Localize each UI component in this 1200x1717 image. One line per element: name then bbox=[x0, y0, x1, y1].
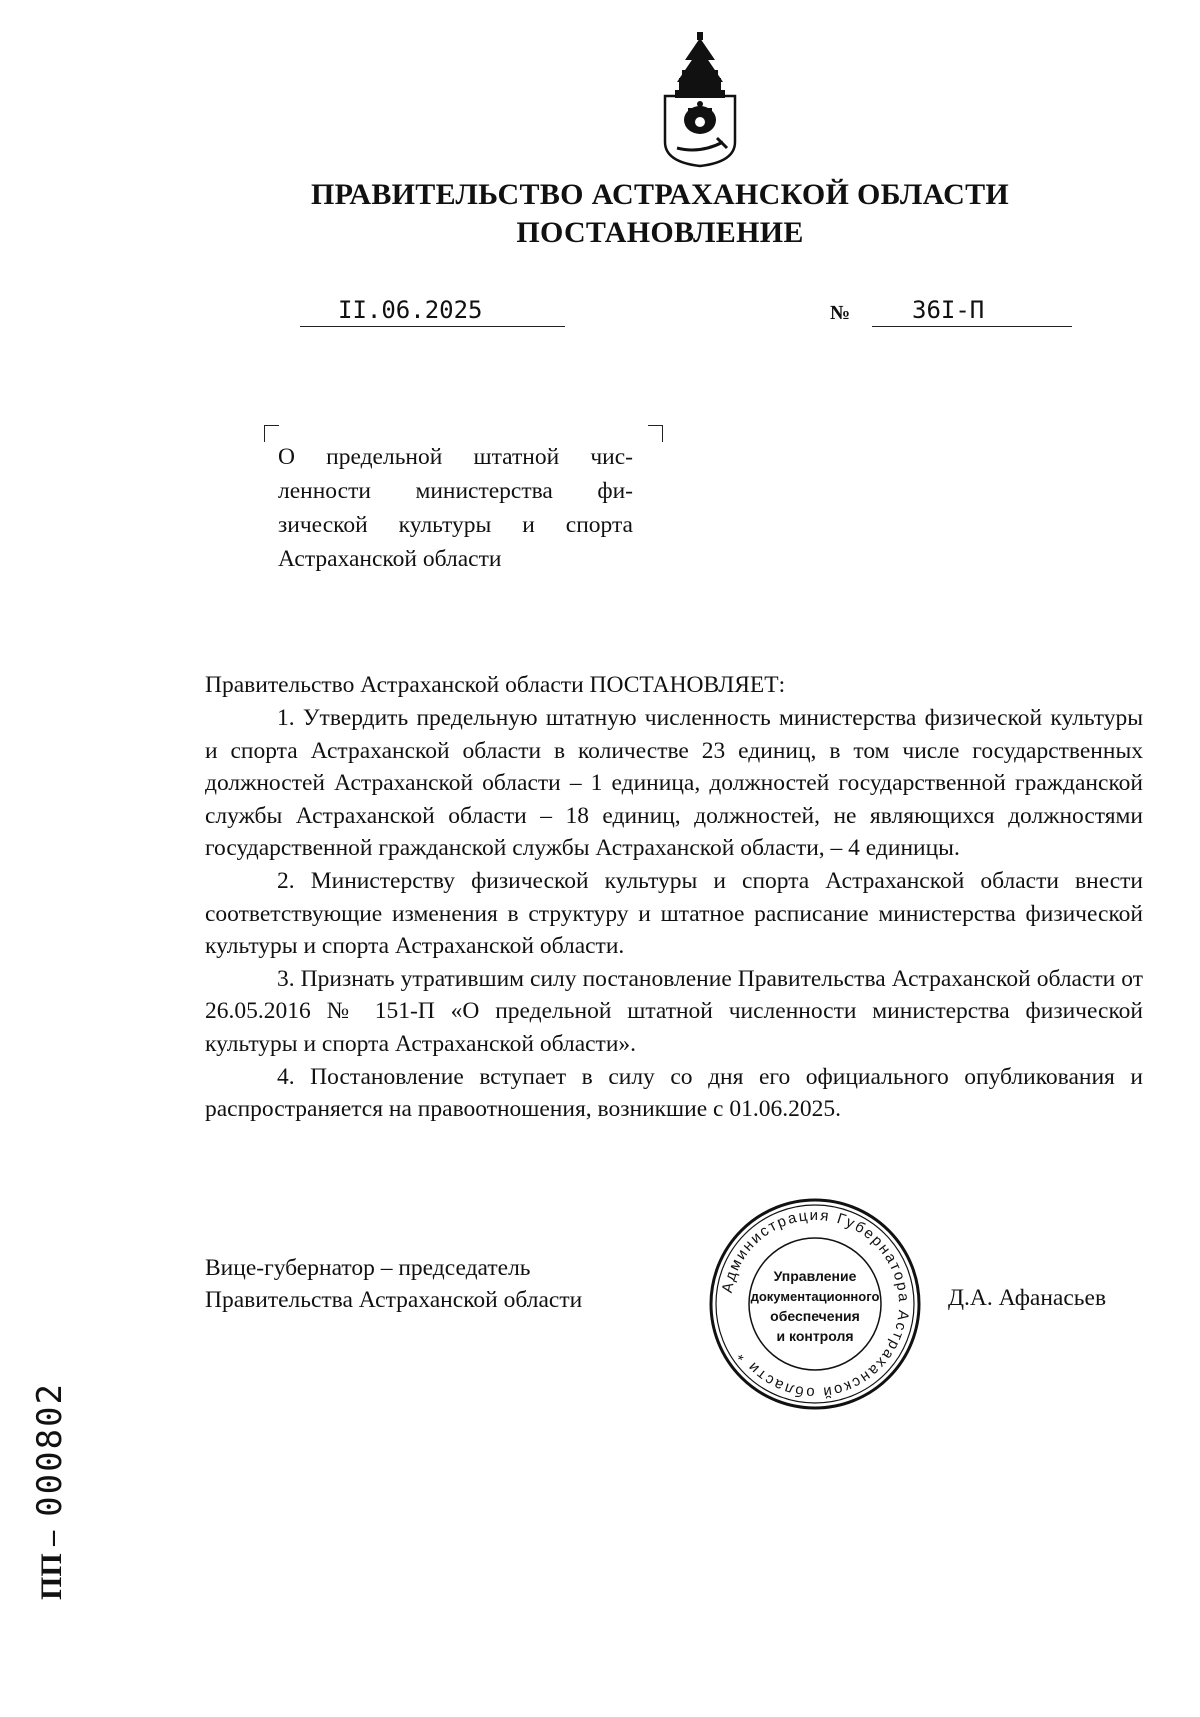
registration-code bbox=[30, 1382, 70, 1600]
paragraph-2: 2. Министерству физической культуры и спорта Астраханской области внести соответствующие изменения в структуру и штатное расписание министерства физической культуры и спорта Астраханской области. bbox=[205, 867, 1143, 960]
document-body bbox=[205, 702, 1143, 1126]
paragraph-1: 1. Утвердить предельную штатную численность министерства физической культуры и спорта Астраханской области в количестве 23 единиц, в том числе государственных должностей Астраханской области – 1 единица, должностей государственной гражданской службы Астраханской области – 18 единиц, должностей, не являющихся должностями государственной гражданской службы Астраханской области, – 4 единицы. bbox=[205, 705, 1143, 862]
document-type: ПОСТАНОВЛЕНИЕ bbox=[516, 216, 804, 249]
signer-position-line: Правительства Астраханской области bbox=[205, 1287, 583, 1313]
subject-line: Астраханской области bbox=[278, 546, 502, 572]
stamp-inner-line: обеспечения bbox=[770, 1308, 860, 1324]
subject-line: ленности министерства фи- bbox=[278, 478, 633, 504]
registration-prefix: ПП – bbox=[35, 1530, 68, 1600]
svg-text:Администрация Губернатора Астр bbox=[719, 1207, 912, 1401]
subject-corner-right bbox=[648, 425, 663, 442]
signer-position-line: Вице-губернатор – председатель bbox=[205, 1255, 531, 1281]
signer-position bbox=[205, 1252, 582, 1316]
subject-line: О предельной штатной чис- bbox=[278, 444, 633, 470]
subject-corner-left bbox=[264, 425, 279, 442]
document-subject bbox=[278, 440, 633, 576]
preamble: Правительство Астраханской области ПОСТАНОВЛЯЕТ: bbox=[205, 672, 786, 698]
stamp-inner-line: и контроля bbox=[776, 1328, 854, 1344]
paragraph-3: 3. Признать утратившим силу постановление Правительства Астраханской области от 26.05.2016 № 151-П «О предельной штатной численности министерства физической культуры и спорта Астраханской области». bbox=[205, 965, 1143, 1057]
registration-number: 000802 bbox=[30, 1382, 70, 1517]
official-stamp bbox=[706, 1195, 924, 1413]
document-number: 36I-П bbox=[912, 296, 985, 324]
paragraph-4: 4. Постановление вступает в силу со дня его официального опубликования и распространяется на правоотношения, возникшие с 01.06.2025. bbox=[205, 1063, 1143, 1123]
coat-of-arms-icon bbox=[655, 30, 745, 170]
signer-name: Д.А. Афанасьев bbox=[948, 1285, 1107, 1311]
subject-line: зической культуры и спорта bbox=[278, 512, 633, 538]
stamp-inner-line: Управление bbox=[773, 1268, 857, 1284]
government-title: ПРАВИТЕЛЬСТВО АСТРАХАНСКОЙ ОБЛАСТИ bbox=[310, 178, 1010, 211]
number-sign: № bbox=[830, 302, 851, 324]
document-date: II.06.2025 bbox=[338, 296, 483, 324]
stamp-inner-line: документационного bbox=[750, 1289, 880, 1304]
stamp-outer-text: Администрация Губернатора Астраханской области * bbox=[718, 1206, 913, 1402]
